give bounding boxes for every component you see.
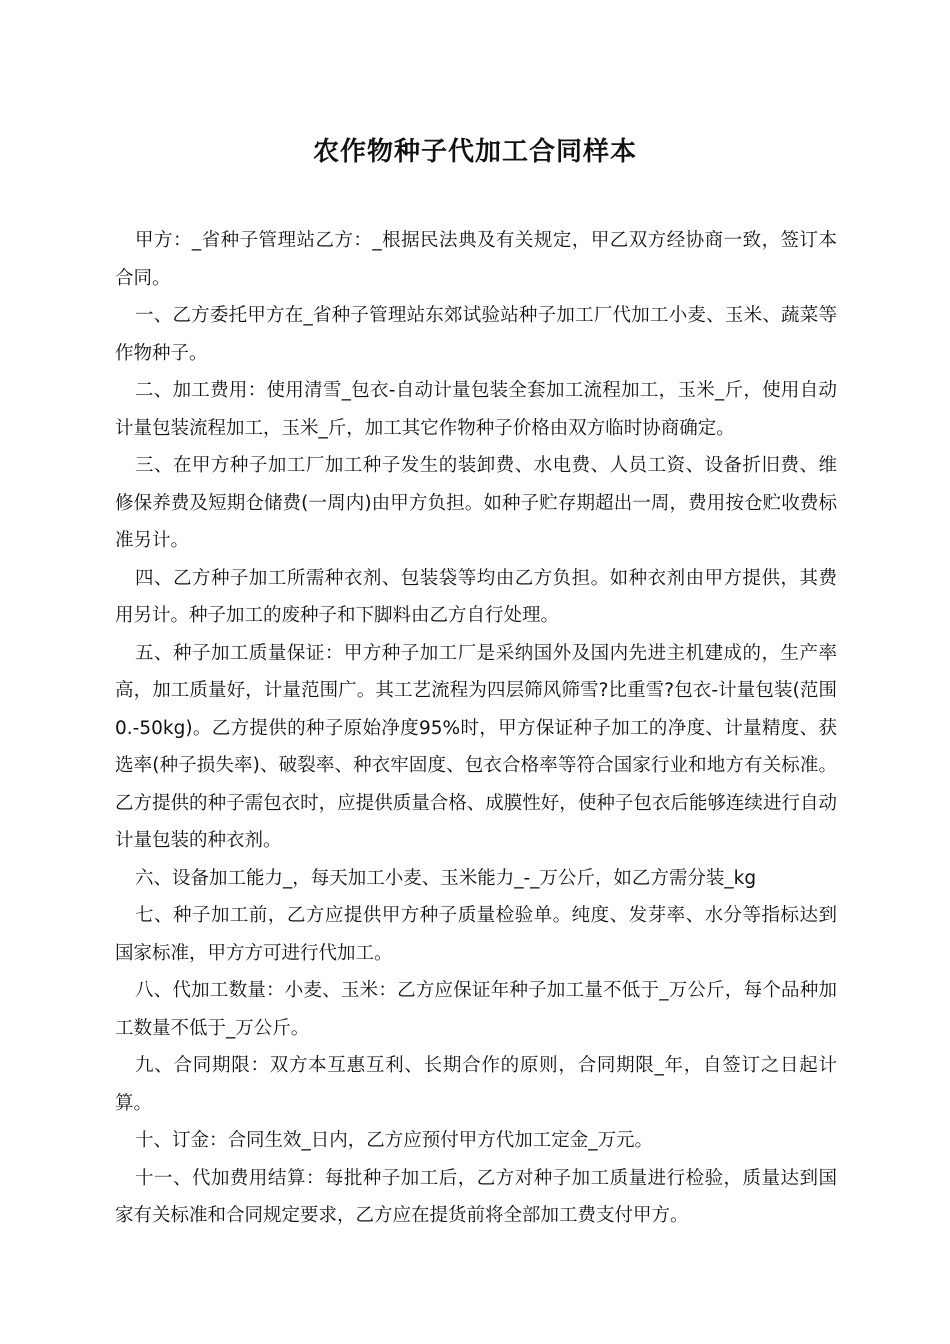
document-title: 农作物种子代加工合同样本 xyxy=(312,137,637,167)
paragraph-clause-1: 一、乙方委托甲方在_省种子管理站东郊试验站种子加工厂代加工小麦、玉米、蔬菜等作物种子。 xyxy=(115,305,837,364)
paragraph-clause-8: 八、代加工数量：小麦、玉米：乙方应保证年种子加工量不低于_万公斤，每个品种加工数量不低于_万公斤。 xyxy=(115,980,837,1039)
paragraph-clause-11: 十一、代加费用结算：每批种子加工后，乙方对种子加工质量进行检验，质量达到国家有关标准和合同规定要求，乙方应在提货前将全部加工费支付甲方。 xyxy=(115,1167,837,1226)
paragraph-clause-2: 二、加工费用：使用清雪_包衣-自动计量包装全套加工流程加工，玉米_斤，使用自动计量包装流程加工，玉米_斤，加工其它作物种子价格由双方临时协商确定。 xyxy=(115,380,837,439)
paragraph-parties: 甲方：_省种子管理站乙方：_根据民法典及有关规定，甲乙双方经协商一致，签订本合同。 xyxy=(115,230,837,289)
paragraph-clause-4: 四、乙方种子加工所需种衣剂、包装袋等均由乙方负担。如种衣剂由甲方提供，其费用另计。种子加工的废种子和下脚料由乙方自行处理。 xyxy=(115,567,837,626)
paragraph-clause-5: 五、种子加工质量保证：甲方种子加工厂是采纳国外及国内先进主机建成的，生产率高，加工质量好，计量范围广。其工艺流程为四层筛风筛雪?比重雪?包衣-计量包装(范围0.-50kg)。乙方提供的种子原始净度95%时，甲方保证种子加工的净度、计量精度、获选率(种子损失率)、破裂率、种衣牢固度、包衣合格率等符合国家行业和地方有关标准。乙方提供的种子需包衣时，应提供质量合格、成膜性好，使种子包衣后能够连续进行自动计量包装的种衣剂。 xyxy=(115,642,837,851)
paragraph-clause-6: 六、设备加工能力_，每天加工小麦、玉米能力_-_万公斤，如乙方需分装_kg xyxy=(135,867,757,889)
paragraph-clause-7: 七、种子加工前，乙方应提供甲方种子质量检验单。纯度、发芽率、水分等指标达到国家标准，甲方方可进行代加工。 xyxy=(115,905,837,964)
document-body xyxy=(115,222,837,1235)
paragraph-clause-9: 九、合同期限：双方本互惠互利、长期合作的原则，合同期限_年，自签订之日起计算。 xyxy=(115,1055,837,1114)
paragraph-clause-10: 十、订金：合同生效_日内，乙方应预付甲方代加工定金_万元。 xyxy=(135,1130,654,1151)
paragraph-clause-3: 三、在甲方种子加工厂加工种子发生的装卸费、水电费、人员工资、设备折旧费、维修保养费及短期仓储费(一周内)由甲方负担。如种子贮存期超出一周，费用按仓贮收费标准另计。 xyxy=(115,455,837,551)
